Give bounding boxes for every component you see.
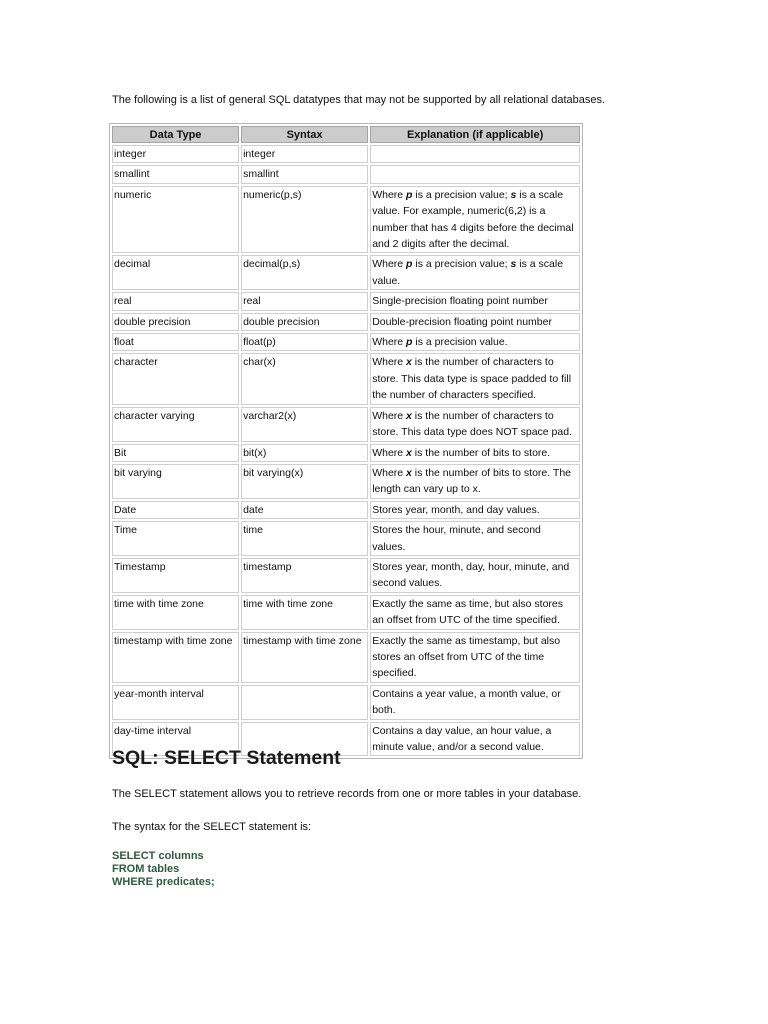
- cell-syntax: decimal(p,s): [241, 255, 368, 290]
- table-row: [112, 145, 580, 163]
- table-row: [112, 407, 580, 442]
- cell-explanation: Single-precision floating point number: [370, 292, 580, 310]
- variable-emphasis: s: [510, 188, 517, 201]
- cell-syntax: varchar2(x): [241, 407, 368, 442]
- cell-explanation: Where x is the number of bits to store.: [370, 444, 580, 462]
- cell-explanation: Where x is the number of bits to store. The length can vary up to x.: [370, 464, 580, 499]
- cell-syntax: date: [241, 501, 368, 519]
- code-line: WHERE predicates;: [112, 876, 215, 888]
- table-row: [112, 313, 580, 331]
- cell-explanation: [370, 145, 580, 163]
- cell-explanation: Exactly the same as time, but also stores an offset from UTC of the time specified.: [370, 595, 580, 630]
- select-description: The SELECT statement allows you to retrieve records from one or more tables in your database.: [112, 788, 582, 800]
- table-row: [112, 165, 580, 183]
- cell-data-type: time with time zone: [112, 595, 239, 630]
- variable-emphasis: x: [406, 446, 412, 459]
- cell-syntax: float(p): [241, 333, 368, 351]
- table-row: [112, 292, 580, 310]
- cell-data-type: timestamp with time zone: [112, 632, 239, 683]
- cell-syntax: bit varying(x): [241, 464, 368, 499]
- cell-explanation: [370, 165, 580, 183]
- table-row: [112, 632, 580, 683]
- table-body: [112, 145, 580, 756]
- cell-data-type: Time: [112, 521, 239, 556]
- cell-syntax: timestamp: [241, 558, 368, 593]
- cell-syntax: bit(x): [241, 444, 368, 462]
- variable-emphasis: p: [406, 336, 413, 349]
- cell-syntax: time with time zone: [241, 595, 368, 630]
- cell-data-type: Timestamp: [112, 558, 239, 593]
- section-title: SQL: SELECT Statement: [112, 747, 341, 769]
- cell-syntax: char(x): [241, 353, 368, 404]
- cell-syntax: smallint: [241, 165, 368, 183]
- cell-explanation: Where p is a precision value; s is a scale value.: [370, 255, 580, 290]
- intro-text: The following is a list of general SQL datatypes that may not be supported by all relational databases.: [112, 94, 606, 106]
- cell-explanation: Exactly the same as timestamp, but also stores an offset from UTC of the time specified.: [370, 632, 580, 683]
- code-block: [112, 850, 215, 889]
- cell-data-type: decimal: [112, 255, 239, 290]
- cell-explanation: Where p is a precision value.: [370, 333, 580, 351]
- header-syntax: Syntax: [241, 126, 368, 143]
- header-data-type: Data Type: [112, 126, 239, 143]
- table-row: [112, 595, 580, 630]
- code-line: FROM tables: [112, 863, 180, 875]
- cell-syntax: integer: [241, 145, 368, 163]
- cell-explanation: Where x is the number of characters to store. This data type does NOT space pad.: [370, 407, 580, 442]
- table-row: [112, 444, 580, 462]
- table-row: [112, 464, 580, 499]
- cell-data-type: integer: [112, 145, 239, 163]
- cell-data-type: year-month interval: [112, 685, 239, 720]
- variable-emphasis: x: [406, 466, 412, 479]
- datatypes-table: [109, 123, 583, 759]
- table-row: [112, 521, 580, 556]
- table-row: [112, 353, 580, 404]
- cell-data-type: character: [112, 353, 239, 404]
- cell-explanation: Where x is the number of characters to store. This data type is space padded to fill the number of characters specified.: [370, 353, 580, 404]
- variable-emphasis: s: [510, 258, 517, 271]
- table-row: [112, 685, 580, 720]
- header-explanation: Explanation (if applicable): [370, 126, 580, 143]
- cell-data-type: bit varying: [112, 464, 239, 499]
- variable-emphasis: x: [406, 356, 412, 369]
- syntax-intro: The syntax for the SELECT statement is:: [112, 821, 312, 833]
- cell-data-type: Date: [112, 501, 239, 519]
- cell-data-type: character varying: [112, 407, 239, 442]
- cell-data-type: day-time interval: [112, 722, 239, 757]
- cell-explanation: Where p is a precision value; s is a scale value. For example, numeric(6,2) is a number that has 4 digits before the decimal and 2 digits after the decimal.: [370, 186, 580, 254]
- cell-data-type: Bit: [112, 444, 239, 462]
- cell-explanation: Double-precision floating point number: [370, 313, 580, 331]
- table-row: [112, 255, 580, 290]
- cell-explanation: Contains a year value, a month value, or both.: [370, 685, 580, 720]
- cell-syntax: [241, 685, 368, 720]
- variable-emphasis: p: [406, 188, 413, 201]
- cell-explanation: Stores the hour, minute, and second values.: [370, 521, 580, 556]
- cell-explanation: Contains a day value, an hour value, a minute value, and/or a second value.: [370, 722, 580, 757]
- cell-data-type: float: [112, 333, 239, 351]
- variable-emphasis: x: [406, 409, 412, 422]
- cell-data-type: smallint: [112, 165, 239, 183]
- cell-data-type: double precision: [112, 313, 239, 331]
- table-row: [112, 501, 580, 519]
- table-row: [112, 558, 580, 593]
- cell-syntax: timestamp with time zone: [241, 632, 368, 683]
- cell-explanation: Stores year, month, day, hour, minute, and second values.: [370, 558, 580, 593]
- cell-syntax: numeric(p,s): [241, 186, 368, 254]
- cell-syntax: double precision: [241, 313, 368, 331]
- cell-syntax: real: [241, 292, 368, 310]
- table-header-row: [112, 126, 580, 143]
- table-row: [112, 333, 580, 351]
- code-line: SELECT columns: [112, 850, 204, 862]
- table-row: [112, 186, 580, 254]
- cell-data-type: numeric: [112, 186, 239, 254]
- cell-explanation: Stores year, month, and day values.: [370, 501, 580, 519]
- variable-emphasis: p: [406, 258, 413, 271]
- cell-syntax: time: [241, 521, 368, 556]
- cell-data-type: real: [112, 292, 239, 310]
